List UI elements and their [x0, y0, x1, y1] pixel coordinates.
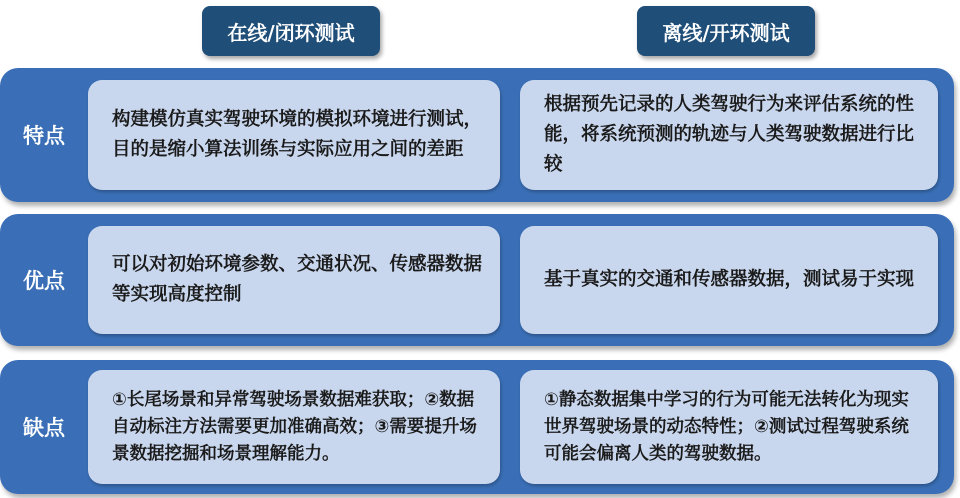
row-label-advantages: 优点 [23, 269, 65, 293]
cell-advantages-open-loop: 基于真实的交通和传感器数据，测试易于实现 [520, 226, 938, 334]
cell-disadvantages-open-loop: ①静态数据集中学习的行为可能无法转化为现实世界驾驶场景的动态特性；②测试过程驾驶系统可能会偏离人类的驾驶数据。 [520, 370, 938, 484]
cell-features-open-loop: 根据预先记录的人类驾驶行为来评估系统的性能，将系统预测的轨迹与人类驾驶数据进行比较 [520, 80, 938, 190]
header-closed-loop-testing: 在线/闭环测试 [202, 6, 380, 56]
row-label-features: 特点 [23, 124, 65, 148]
row-advantages [0, 214, 954, 346]
row-disadvantages [0, 360, 954, 494]
row-features [0, 68, 954, 202]
cell-disadvantages-closed-loop: ①长尾场景和异常驾驶场景数据难获取；②数据自动标注方法需要更加准确高效；③需要提升场景数据挖掘和场景理解能力。 [88, 370, 500, 484]
cell-advantages-closed-loop: 可以对初始环境参数、交通状况、传感器数据等实现高度控制 [88, 226, 500, 334]
cell-features-closed-loop: 构建模仿真实驾驶环境的模拟环境进行测试，目的是缩小算法训练与实际应用之间的差距 [88, 80, 500, 190]
row-label-disadvantages: 缺点 [23, 416, 65, 440]
header-open-loop-testing: 离线/开环测试 [637, 6, 815, 56]
